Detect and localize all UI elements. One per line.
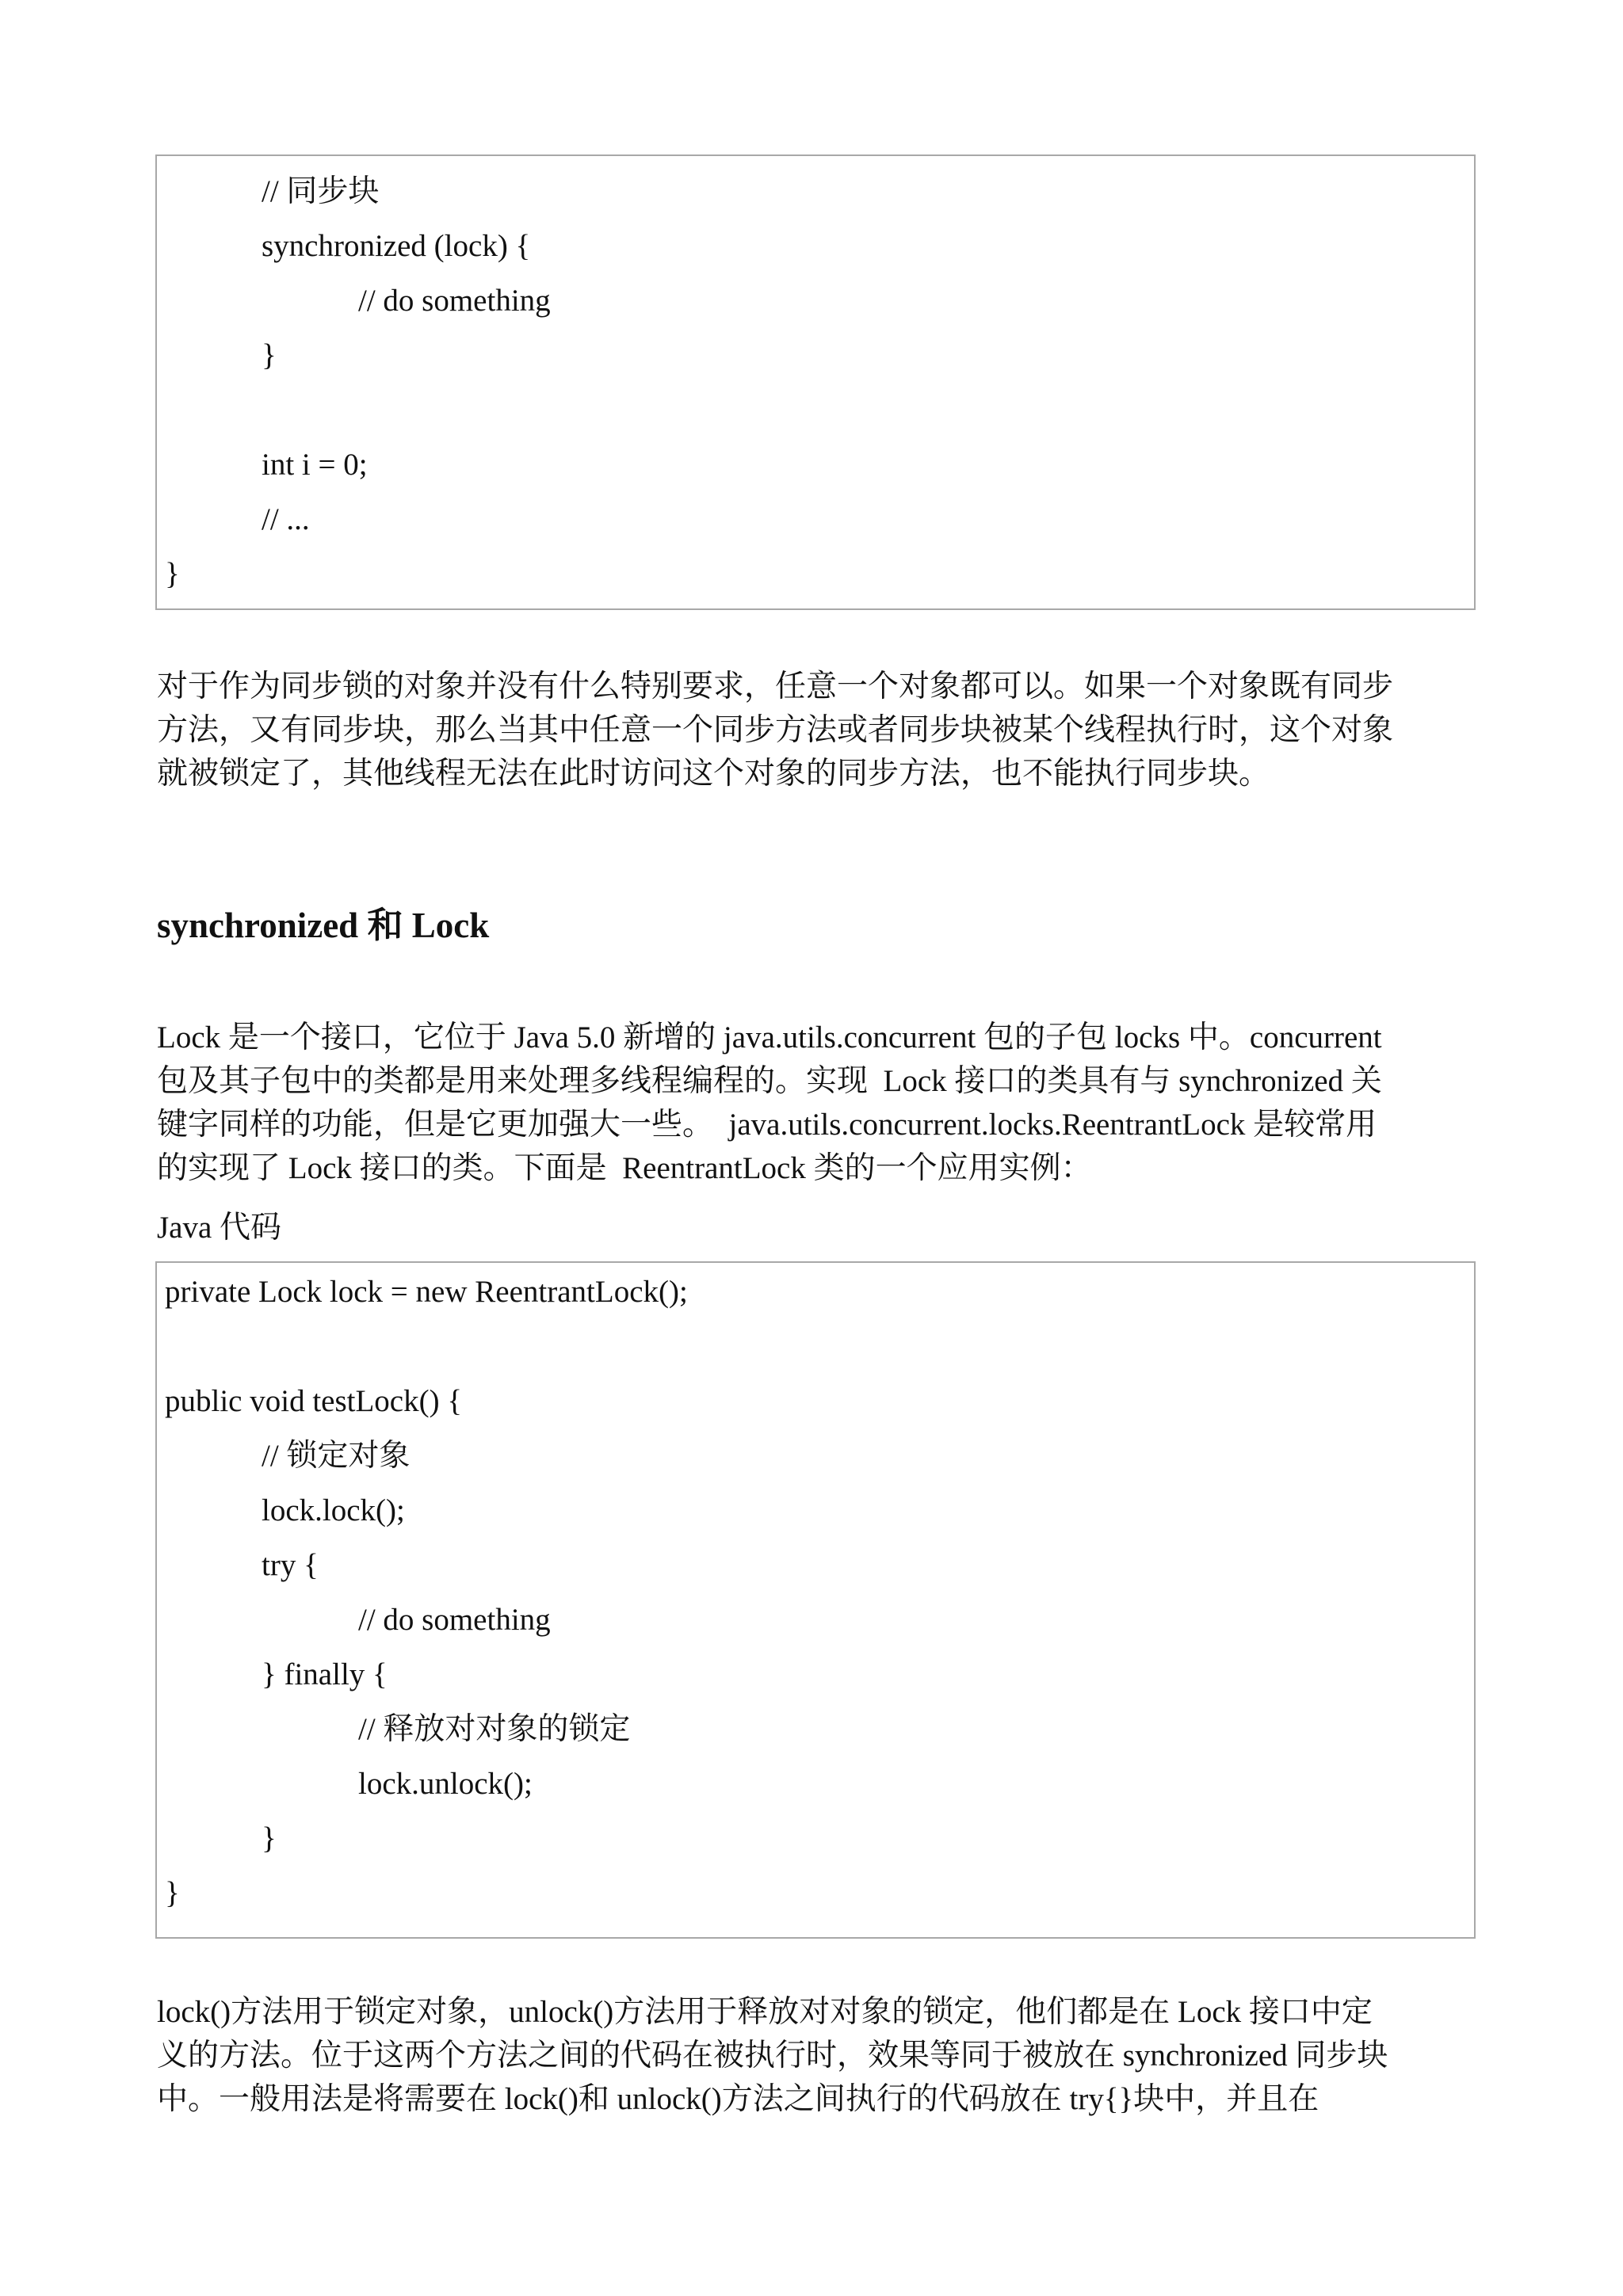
code-block-synchronized bbox=[155, 154, 1476, 610]
code-line: lock.unlock(); bbox=[358, 1767, 533, 1801]
paragraph-line: Lock 是一个接口，它位于 Java 5.0 新增的 java.utils.concurrent 包的子包 locks 中。concurrent bbox=[157, 1020, 1382, 1055]
paragraph-line: 义的方法。位于这两个方法之间的代码在被执行时，效果等同于被放在 synchronized 同步块 bbox=[157, 2039, 1388, 2073]
code-line: int i = 0; bbox=[262, 448, 368, 482]
code-line: private Lock lock = new ReentrantLock(); bbox=[165, 1275, 688, 1309]
paragraph-sync-lock-object bbox=[157, 665, 1477, 795]
paragraph-line: 方法，又有同步块，那么当其中任意一个同步方法或者同步块被某个线程执行时，这个对象 bbox=[157, 713, 1394, 747]
code-line: // 同步块 bbox=[262, 174, 380, 208]
paragraph-line: 中。一般用法是将需要在 lock()和 unlock()方法之间执行的代码放在 try{}块中，并且在 bbox=[157, 2082, 1319, 2116]
code-line: // ... bbox=[262, 502, 310, 536]
code-line: // 锁定对象 bbox=[262, 1439, 411, 1473]
code-caption: Java 代码 bbox=[157, 1211, 282, 1245]
code-block-reentrantlock bbox=[155, 1261, 1476, 1939]
code-line: lock.lock(); bbox=[262, 1493, 405, 1527]
code-line: synchronized (lock) { bbox=[262, 229, 531, 263]
code-line: } bbox=[262, 338, 277, 372]
paragraph-lock-interface bbox=[157, 1016, 1477, 1190]
paragraph-line: 键字同样的功能，但是它更加强大一些。 java.utils.concurrent.locks.ReentrantLock 是较常用 bbox=[157, 1108, 1377, 1142]
paragraph-line: 对于作为同步锁的对象并没有什么特别要求，任意一个对象都可以。如果一个对象既有同步 bbox=[157, 669, 1394, 704]
section-heading: synchronized 和 Lock bbox=[157, 906, 490, 945]
code-line: // do something bbox=[358, 1603, 551, 1637]
paragraph-line: 的实现了 Lock 接口的类。下面是 ReentrantLock 类的一个应用实例： bbox=[157, 1151, 1092, 1185]
code-line: } bbox=[165, 557, 180, 591]
code-line: } finally { bbox=[262, 1657, 388, 1691]
code-line: } bbox=[262, 1821, 277, 1855]
code-line: } bbox=[165, 1876, 180, 1910]
paragraph-lock-unlock-usage bbox=[157, 1990, 1477, 2121]
paragraph-line: lock()方法用于锁定对象，unlock()方法用于释放对对象的锁定，他们都是在 Lock 接口中定 bbox=[157, 1995, 1373, 2029]
code-line: try { bbox=[262, 1548, 319, 1582]
code-line: // do something bbox=[358, 284, 551, 318]
code-line: // 释放对对象的锁定 bbox=[358, 1712, 631, 1746]
paragraph-line: 就被锁定了，其他线程无法在此时访问这个对象的同步方法，也不能执行同步块。 bbox=[157, 757, 1270, 791]
paragraph-line: 包及其子包中的类都是用来处理多线程编程的。实现 Lock 接口的类具有与 synchronized 关 bbox=[157, 1064, 1382, 1098]
code-line: public void testLock() { bbox=[165, 1384, 463, 1418]
